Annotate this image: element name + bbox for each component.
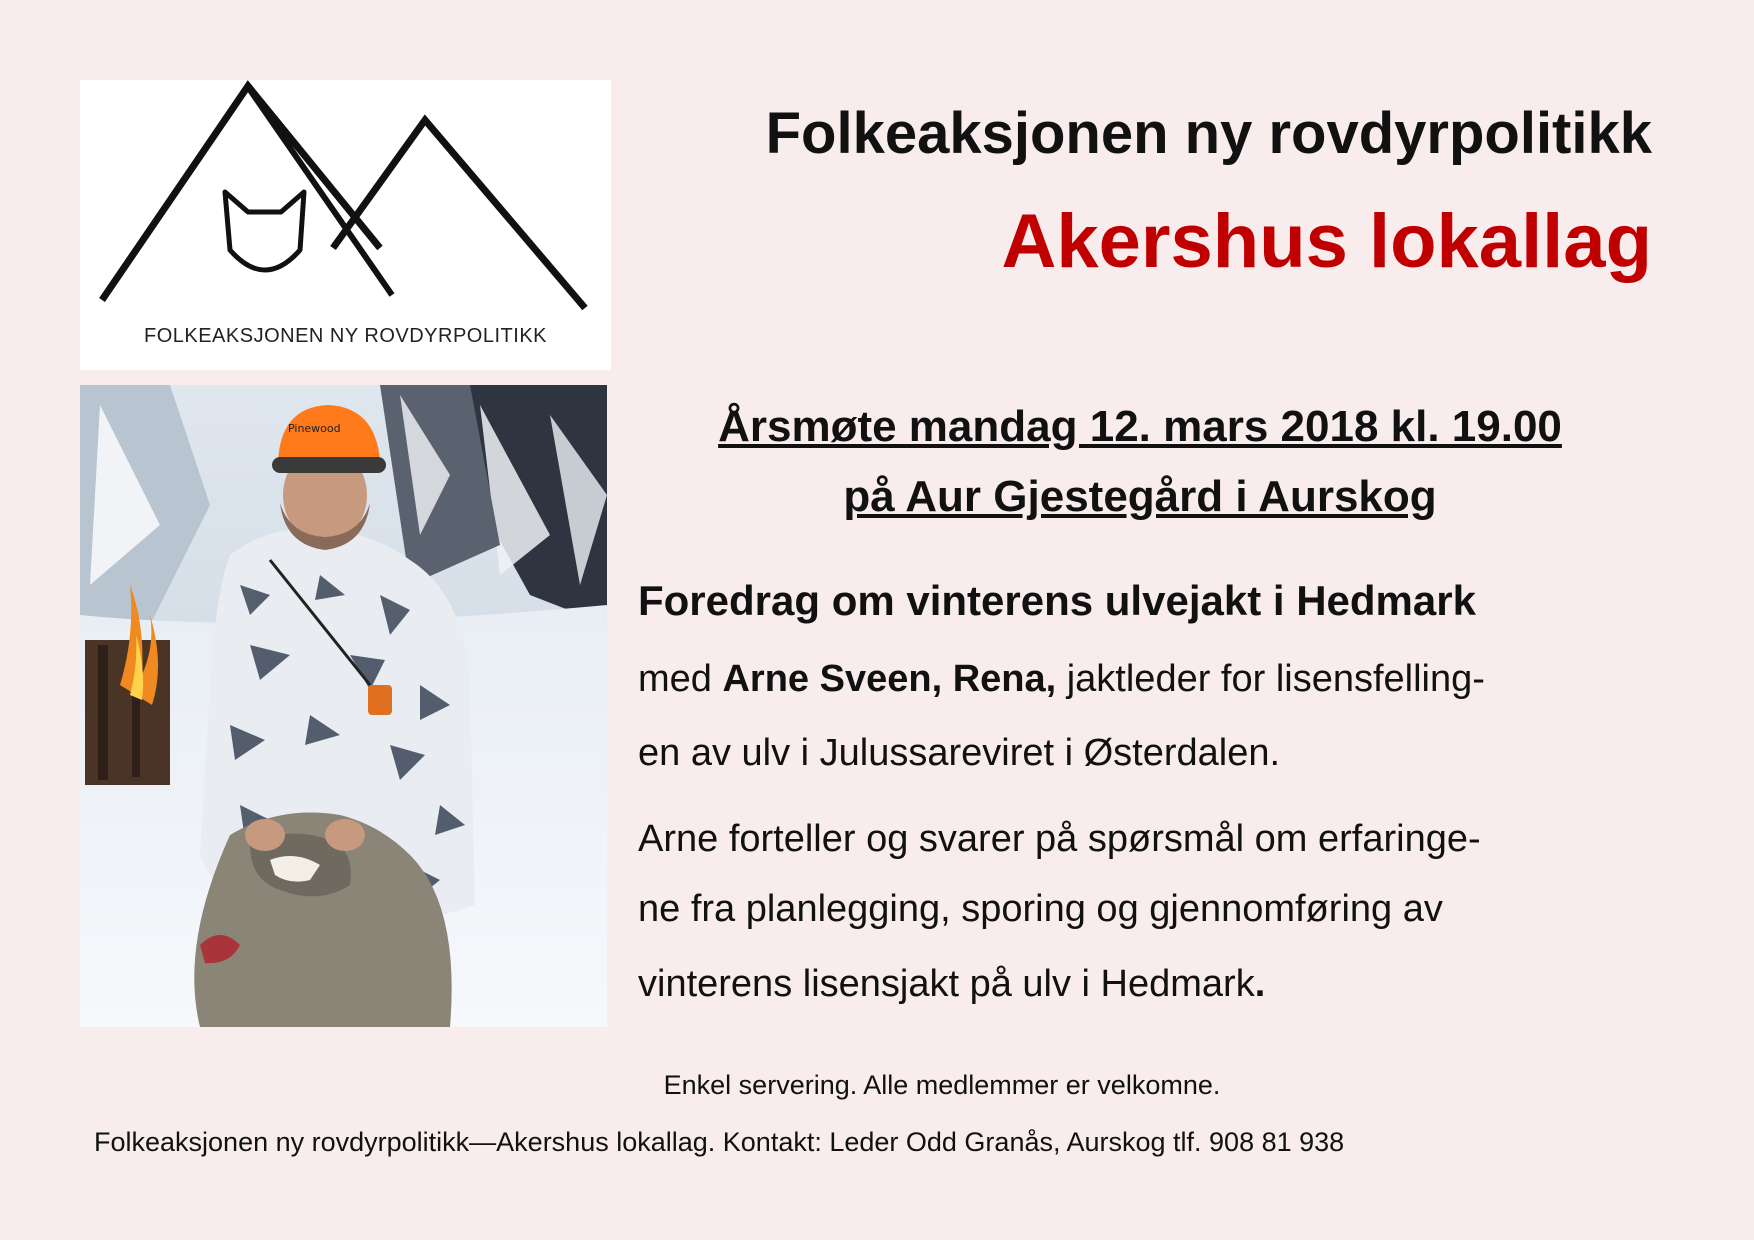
logo-text: FOLKEAKSJONEN NY ROVDYRPOLITIKK	[143, 325, 547, 347]
talk-line-5	[638, 963, 1265, 1006]
talk-line-5-text: vinterens lisensjakt på ulv i Hedmark	[638, 963, 1255, 1005]
talk-line-1	[638, 658, 1485, 701]
meeting-venue-line: på Aur Gjestegård i Aurskog	[843, 472, 1437, 521]
hunter-with-wolf-photo	[80, 385, 607, 1027]
talk-line-5-end: .	[1254, 963, 1266, 1005]
talk-title: Foredrag om vinterens ulvejakt i Hedmark	[638, 577, 1476, 624]
organization-title: Folkeaksjonen ny rovdyrpolitikk	[765, 101, 1652, 166]
hunter-with-wolf-photo-icon	[80, 385, 607, 1027]
talk-line-1-suffix: jaktleder for lisensfelling-	[1056, 658, 1485, 700]
speaker-name: Arne Sveen, Rena,	[722, 658, 1057, 700]
local-chapter-title: Akershus lokallag	[1001, 199, 1652, 284]
footer-contact: Folkeaksjonen ny rovdyrpolitikk—Akershus lokallag. Kontakt: Leder Odd Granås, Aurskog tlf. 908 81 938	[94, 1127, 1345, 1157]
logo	[80, 80, 611, 370]
meeting-date-line: Årsmøte mandag 12. mars 2018 kl. 19.00	[718, 402, 1562, 451]
talk-line-1-prefix: med	[638, 658, 723, 700]
talk-line-3: Arne forteller og svarer på spørsmål om erfaringe-	[638, 818, 1481, 860]
talk-line-2: en av ulv i Julussareviret i Østerdalen.	[638, 732, 1281, 774]
footer-serving-note: Enkel servering. Alle medlemmer er velkomne.	[663, 1070, 1221, 1100]
talk-line-4: ne fra planlegging, sporing og gjennomføring av	[638, 888, 1443, 930]
cap-text: Pinewood	[288, 422, 341, 435]
